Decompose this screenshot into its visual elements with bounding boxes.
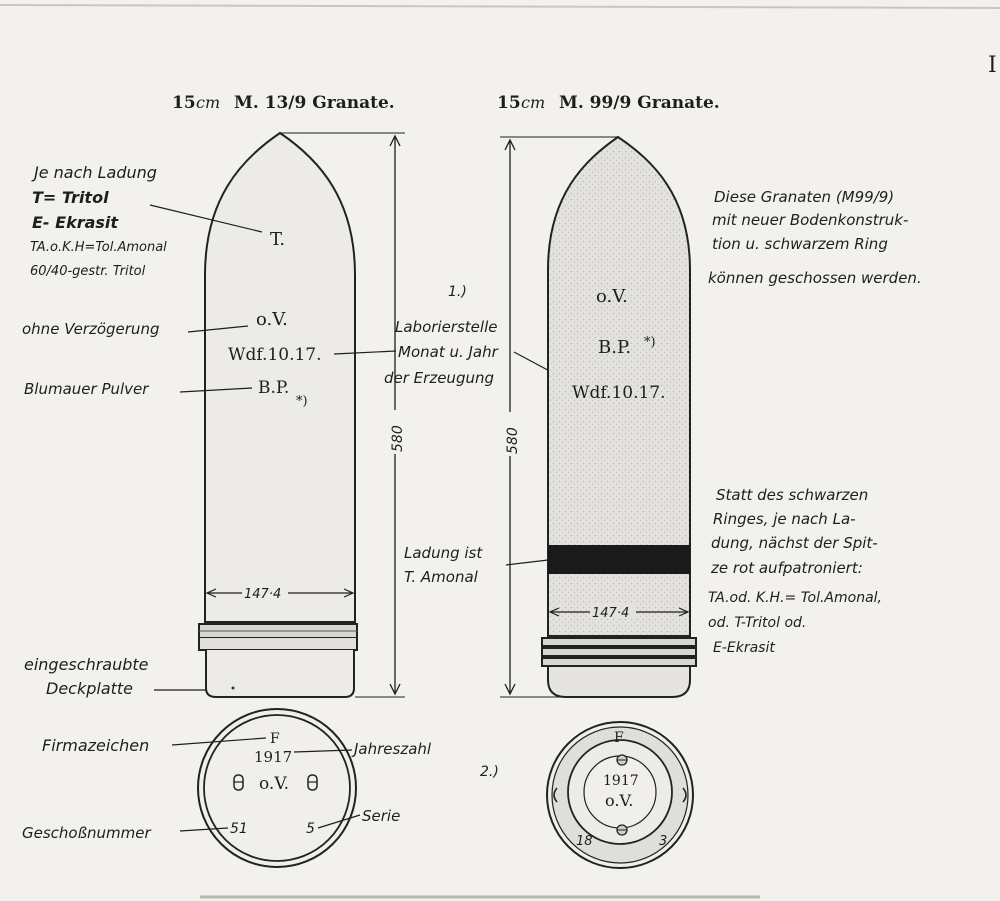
left-shell-title [172,93,395,113]
right-shell-black-ring [548,545,690,574]
geschossnummer-label: Geschoßnummer [22,824,151,842]
svg-text:können geschossen werden.: können geschossen werden. [708,269,922,287]
svg-text:18: 18 [576,834,593,849]
svg-text:dung, nächst der Spit-: dung, nächst der Spit- [711,534,878,552]
svg-text:T= Tritol: T= Tritol [32,188,109,207]
svg-text:E- Ekrasit: E- Ekrasit [32,213,119,232]
svg-text:cm: cm [196,93,221,112]
svg-text:147·4: 147·4 [592,606,630,621]
svg-text:Statt des schwarzen: Statt des schwarzen [716,486,869,504]
svg-text:TA.o.K.H=Tol.Amonal: TA.o.K.H=Tol.Amonal [30,240,167,255]
svg-text:Diese Granaten (M99/9): Diese Granaten (M99/9) [714,188,895,206]
svg-text:o.V.: o.V. [605,791,634,810]
right-mark-oV: o.V. [596,286,628,307]
ladung-ist-annotation [404,544,483,586]
left-mark-bp: B.P. [258,378,290,398]
left-base-view [198,709,356,867]
blumauer-label: Blumauer Pulver [24,380,149,398]
right-mark-wdf: Wdf.10.17. [572,383,666,403]
svg-text:T. Amonal: T. Amonal [404,568,478,586]
svg-text:60/40-gestr. Tritol: 60/40-gestr. Tritol [30,264,146,279]
right-mark-star: *) [644,335,656,350]
svg-text:o.V.: o.V. [259,774,290,794]
statt-annotation [708,486,882,656]
svg-text:15: 15 [172,93,196,113]
left-mark-wdf: Wdf.10.17. [228,345,322,365]
svg-text:3: 3 [659,834,668,849]
left-mark-oV: o.V. [256,309,288,330]
left-shell-base-plate [206,650,354,697]
left-shell [199,133,357,697]
svg-text:E-Ekrasit: E-Ekrasit [713,640,775,656]
note-2: 2.) [480,764,499,780]
scan-edge [0,5,1000,8]
svg-text:51: 51 [230,821,248,837]
svg-text:tion u. schwarzem Ring: tion u. schwarzem Ring [712,235,888,253]
left-mark-star: *) [296,394,308,409]
right-shell-title [497,93,720,113]
svg-text:F: F [614,730,624,746]
svg-text:der Erzeugung: der Erzeugung [384,369,494,387]
svg-text:580: 580 [505,427,521,454]
svg-text:Laborierstelle: Laborierstelle [395,318,498,336]
svg-text:M. 99/9 Granate.: M. 99/9 Granate. [559,93,720,113]
diese-granaten-annotation [708,188,922,287]
svg-text:15: 15 [497,93,521,113]
firmazeichen-label: Firmazeichen [42,736,150,755]
svg-text:F: F [270,731,280,747]
svg-text:cm: cm [521,93,546,112]
svg-text:ze rot aufpatroniert:: ze rot aufpatroniert: [711,559,863,577]
right-base-view [547,722,693,868]
svg-text:mit neuer Bodenkonstruk-: mit neuer Bodenkonstruk- [712,211,909,229]
right-shell-driving-bands [542,638,696,666]
serie-label: Serie [362,807,401,825]
ladung-annotation [30,163,167,279]
svg-text:Monat u. Jahr: Monat u. Jahr [398,343,498,361]
svg-text:Deckplatte: Deckplatte [46,679,134,698]
svg-text:eingeschraubte: eingeschraubte [24,655,149,674]
svg-text:M. 13/9 Granate.: M. 13/9 Granate. [234,93,395,113]
svg-text:1.): 1.) [448,284,467,300]
right-mark-bp: B.P. [598,337,632,358]
page-mark: I [988,53,997,78]
left-mark-T: T. [270,229,286,250]
svg-text:1917: 1917 [254,748,293,766]
svg-text:Je nach Ladung: Je nach Ladung [34,163,157,182]
jahreszahl-label: Jahreszahl [354,740,432,758]
svg-text:5: 5 [306,821,315,837]
svg-text:147·4: 147·4 [244,587,282,602]
svg-text:Ladung ist: Ladung ist [404,544,483,562]
svg-text:Ringes, je nach La-: Ringes, je nach La- [713,510,856,528]
svg-text:1917: 1917 [603,773,639,789]
laborier-annotation [384,284,499,387]
svg-text:580: 580 [390,425,406,452]
ohne-label: ohne Verzögerung [22,320,160,338]
eingeschraubte-annotation [24,655,149,698]
svg-text:TA.od. K.H.= Tol.Amonal,: TA.od. K.H.= Tol.Amonal, [708,590,882,606]
svg-text:od. T-Tritol od.: od. T-Tritol od. [708,615,807,631]
